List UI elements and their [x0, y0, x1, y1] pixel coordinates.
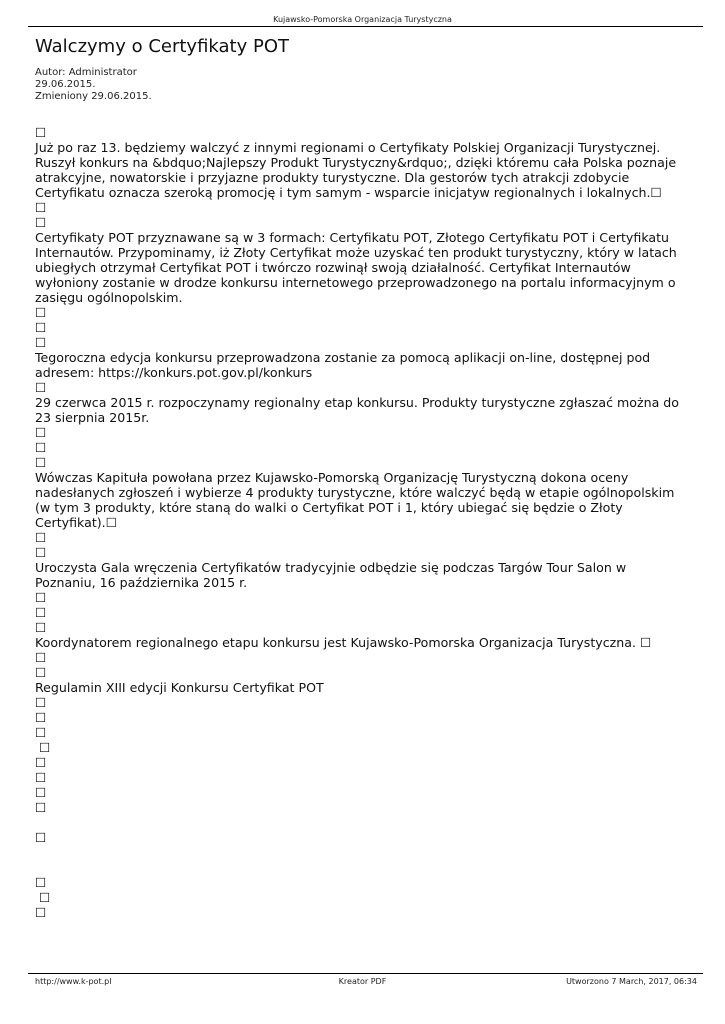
- article-meta: [35, 67, 152, 103]
- paragraph-text: Już po raz 13. będziemy walczyć z innymi regionami o Certyfikaty Polskiej Organizacji Turystycznej. Ruszył konkurs na &bdquo;Najlepszy Produkt Turystyczny&rdquo;, dzięki któremu cała Polska poznaje atrakcyjne, nowatorskie i przyjazne produkty turystyczne. Dla gestorów tych atrakcji zdobycie Certyfikatu oznacza szeroką promocję i tym samym - wsparcie inicjatyw regionalnych i lokalnych.: [35, 140, 677, 200]
- header-divider: [28, 26, 703, 27]
- article-body: [35, 125, 690, 920]
- paragraph-jury: [35, 470, 690, 530]
- missing-glyph-box: ☐: [35, 725, 47, 740]
- missing-glyph-box: ☐: [39, 890, 51, 905]
- missing-glyph-box: ☐: [35, 785, 47, 800]
- paragraph-gala: Uroczysta Gala wręczenia Certyfikatów tradycyjnie odbędzie się podczas Targów Tour Salon w Poznaniu, 16 października 2015 r.: [35, 560, 627, 590]
- missing-glyph-box: ☐: [35, 620, 47, 635]
- paragraph-forms: Certyfikaty POT przyznawane są w 3 formach: Certyfikatu POT, Złotego Certyfikatu POT i Certyfikatu Internautów. Przypominamy, iż Złoty Certyfikat może uzyskać ten produkt turystyczny, który w latach ubiegłych otrzymał Certyfikat POT i twórczo rozwinął swoją działalność. Certyfikat Internautów wyłoniony zostanie w drodze konkursu internetowego przeprowadzonego na portalu informacyjnym o zasięgu ogólnopolskim.: [35, 230, 677, 305]
- missing-glyph-box: ☐: [639, 635, 652, 650]
- footer-url[interactable]: http://www.k-pot.pl: [35, 977, 112, 986]
- paragraph-online-app: Tegoroczna edycja konkursu przeprowadzona zostanie za pomocą aplikacji on-line, dostępnej pod adresem: https://konkurs.pot.gov.pl/konkurs: [35, 350, 651, 380]
- author-line: Autor: Administrator: [35, 67, 137, 78]
- missing-glyph-box: ☐: [35, 425, 47, 440]
- missing-glyph-box: ☐: [35, 530, 47, 545]
- footer-divider: [28, 973, 703, 974]
- missing-glyph-box: ☐: [35, 200, 47, 215]
- missing-glyph-box: ☐: [35, 800, 47, 815]
- paragraph-coordinator: [35, 635, 690, 650]
- placeholder-box: [35, 125, 690, 140]
- missing-glyph-box: ☐: [35, 710, 47, 725]
- footer-generator: Kreator PDF: [338, 977, 387, 986]
- paragraph-intro: [35, 140, 690, 200]
- article-title: Walczymy o Certyfikaty POT: [35, 36, 289, 57]
- missing-glyph-box: ☐: [35, 545, 47, 560]
- missing-glyph-box: ☐: [650, 185, 662, 200]
- page-header: Kujawsko-Pomorska Organizacja Turystyczna: [273, 15, 452, 24]
- missing-glyph-box: ☐: [105, 515, 117, 530]
- missing-glyph-box: ☐: [35, 830, 47, 845]
- created-date: 29.06.2015.: [35, 79, 96, 90]
- missing-glyph-box: ☐: [39, 740, 51, 755]
- missing-glyph-box: ☐: [35, 755, 47, 770]
- missing-glyph-box: ☐: [35, 440, 47, 455]
- missing-glyph-box: ☐: [35, 905, 47, 920]
- missing-glyph-box: ☐: [35, 215, 47, 230]
- missing-glyph-box: ☐: [35, 380, 47, 395]
- missing-glyph-box: ☐: [35, 875, 47, 890]
- missing-glyph-box: ☐: [35, 305, 47, 320]
- missing-glyph-box: ☐: [35, 335, 47, 350]
- paragraph-dates: 29 czerwca 2015 r. rozpoczynamy regionalny etap konkursu. Produkty turystyczne zgłaszać można do 23 sierpnia 2015r.: [35, 395, 679, 425]
- footer-created: Utworzono 7 March, 2017, 06:34: [566, 977, 697, 986]
- missing-glyph-box: ☐: [35, 605, 47, 620]
- modified-date: Zmieniony 29.06.2015.: [35, 91, 152, 102]
- paragraph-text: Koordynatorem regionalnego etapu konkursu jest Kujawsko-Pomorska Organizacja Turystyczna.: [35, 635, 640, 650]
- missing-glyph-box: ☐: [35, 665, 47, 680]
- missing-glyph-box: ☐: [35, 590, 47, 605]
- missing-glyph-box: ☐: [35, 455, 47, 470]
- missing-glyph-box: ☐: [35, 125, 47, 140]
- missing-glyph-box: ☐: [35, 695, 47, 710]
- missing-glyph-box: ☐: [35, 650, 47, 665]
- missing-glyph-box: ☐: [35, 320, 47, 335]
- regulations-link[interactable]: Regulamin XIII edycji Konkursu Certyfikat POT: [35, 680, 324, 695]
- paragraph-text: Wówczas Kapituła powołana przez Kujawsko-Pomorską Organizację Turystyczną dokona oceny nadesłanych zgłoszeń i wybierze 4 produkty turystyczne, które walczyć będą w etapie ogólnopolskim (w tym 3 produkty, które staną do walki o Certyfikat POT i 1, który ubiegać się będzie o Złoty Certyfikat).: [35, 470, 675, 530]
- missing-glyph-box: ☐: [35, 770, 47, 785]
